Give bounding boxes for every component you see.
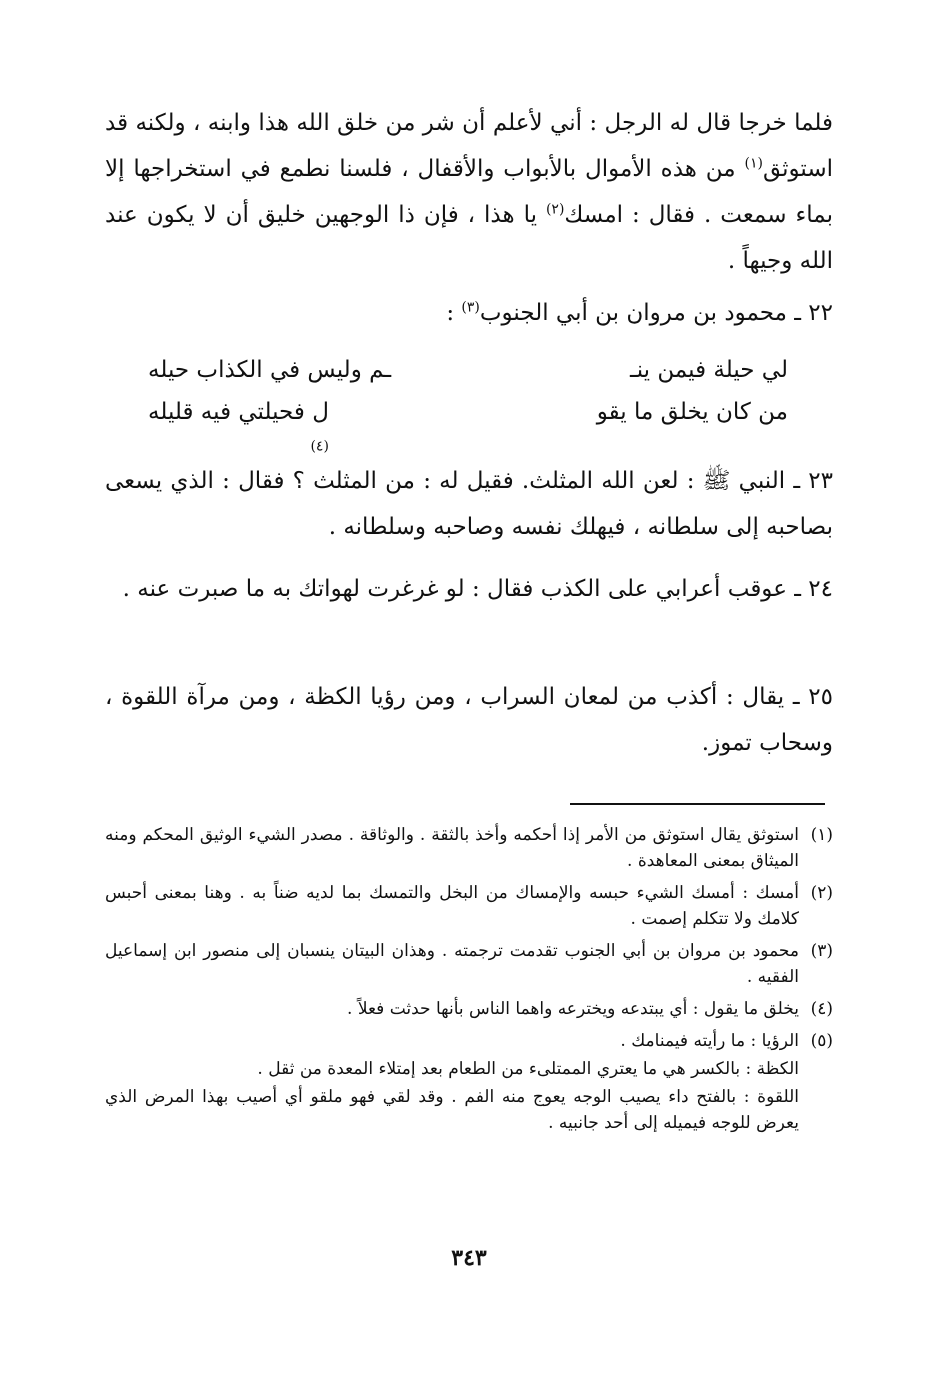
paragraph-line: خليق أن لا يكون عند الله وجيهاً .: [105, 202, 833, 274]
footnote-text: استوثق يقال استوثق من الأمر إذا أحكمه وأخذ بالثقة . والوثاقة . مصدر الشيء الوثيق المحكم ومنه الميثاق بمعنى المعاهدة .: [105, 825, 799, 871]
footnote-number: (٥): [810, 1031, 833, 1051]
paragraph-line: ٢٣ ـ النبي ﷺ : لعن الله المثلث. فقيل له : من المثلث ؟ فقال :: [222, 468, 834, 494]
paragraph-opening: [105, 100, 833, 284]
paragraph-line: من هذه الأموال بالأبواب والأقفال ، فلسنا نطمع: [279, 156, 745, 182]
footnote-ref: (٤): [310, 438, 329, 455]
paragraph-line: صبرت عنه .: [122, 576, 239, 602]
footnote-number: (٣): [810, 941, 833, 961]
item-heading: ٢٢ ـ محمود بن مروان بن أبي الجنوب: [479, 300, 833, 326]
footnote-text: يخلق ما يقول : أي يبتدعه ويخترعه واهما الناس بأنها حدثت فعلاً .: [347, 999, 799, 1019]
verse-hemistich-left: ـم وليس في الكذاب حيله: [148, 357, 392, 383]
paragraph-line: الذي يسعى بصاحبه إلى سلطانه ، فيهلك نفسه وصاحبه وسلطانه .: [105, 468, 833, 540]
item-23: [105, 458, 833, 550]
footnote-text: الرؤيا : ما رأيته فيمنامك .: [620, 1031, 799, 1051]
verse-line-2: [148, 392, 788, 455]
footnote-divider: [570, 803, 825, 805]
footnote-item: [105, 938, 833, 990]
footnote-item: [105, 880, 833, 932]
footnote-number: (٢): [810, 883, 833, 903]
verse-hemistich-left: ل فحيلتي فيه قليله: [148, 399, 329, 425]
verse-line-1: [148, 350, 788, 390]
item-22-heading: [105, 290, 833, 336]
footnote-number: (٤): [810, 999, 833, 1019]
footnote-ref: (٣): [461, 299, 480, 316]
footnote-item: [105, 822, 833, 874]
verse-hemistich-right: لي حيلة فيمن ينـ: [629, 357, 788, 383]
paragraph-line: ٢٥ ـ يقال : أكذب من لمعان السراب ، ومن رؤيا الكظة ، ومن مرآة: [186, 684, 833, 710]
verse-hemistich-right: من كان يخلق ما يقو: [596, 399, 788, 425]
page-number: ٣٤٣: [451, 1245, 487, 1271]
footnote-ref: (١): [744, 155, 763, 172]
paragraph-line: اللقوة ، وسحاب تموز.: [105, 684, 833, 756]
paragraph-line: وابنه ، ولكنه قد استوثق: [105, 110, 834, 182]
item-25: [105, 674, 833, 766]
item-24: [105, 566, 833, 612]
footnote-subentry: الكظة : بالكسر هي ما يعتري الممتلىء من الطعام بعد إمتلاء المعدة من ثقل .: [257, 1059, 799, 1079]
footnote-number: (١): [810, 825, 833, 845]
footnote-item: [105, 1028, 833, 1054]
footnote-subentry: اللقوة : بالفتح داء يصيب الوجه يعوج منه الفم . وقد لقي فهو ملقو أي أصيب بهذا المرض الذي يعرض للوجه فيميله إلى أحد جانبيه .: [105, 1087, 799, 1133]
footnote-text: أمسك : أمسك الشيء حبسه والإمساك من البخل والتمسك بما لديه ضناً به . وهنا بمعنى أحبس كلامك ولا تتكلم إصمت .: [105, 883, 799, 929]
heading-colon: :: [446, 300, 462, 326]
paragraph-line: في استخراجها إلا بماء سمعت . فقال : امسك: [105, 156, 833, 228]
footnote-text: محمود بن مروان بن أبي الجنوب تقدمت ترجمته . وهذان البيتان ينسبان إلى منصور ابن إسماعيل الفقيه .: [105, 941, 799, 987]
paragraph-line: ٢٤ ـ عوقب أعرابي على الكذب فقال : لو غرغرت لهواتك به ما: [245, 576, 833, 602]
paragraph-line: فلما خرجا قال له الرجل : أني لأعلم أن شر من خلق الله هذا: [258, 110, 833, 136]
paragraph-line: يا هذا ، فإن ذا الوجهين: [314, 202, 546, 228]
footnote-item: [105, 996, 833, 1022]
footnotes: [105, 822, 833, 1138]
footnote-ref: (٢): [545, 201, 565, 218]
